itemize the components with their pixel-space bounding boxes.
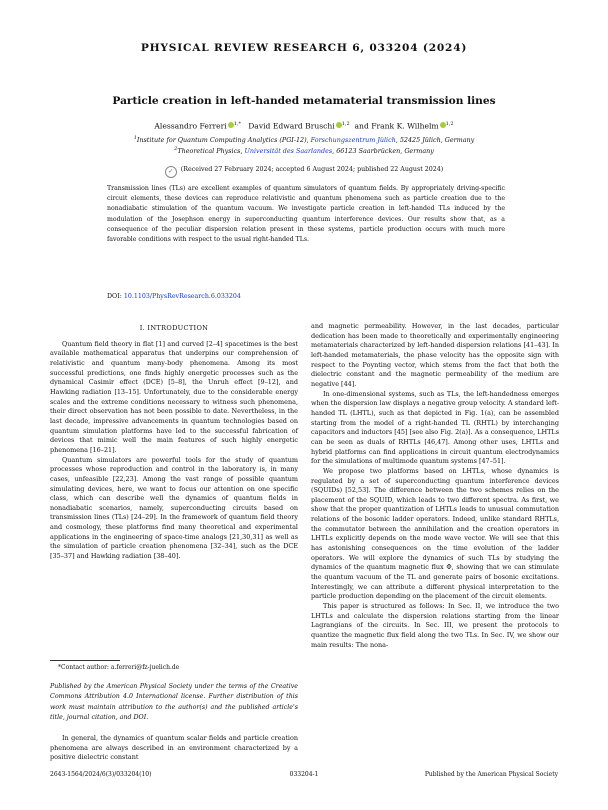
affiliation-text: Theoretical Physics, — [177, 147, 245, 156]
affiliation-text: , 66123 Saarbrücken, Germany — [332, 147, 434, 156]
author-marks: 1,* — [233, 121, 241, 127]
check-for-updates-icon[interactable]: ✓ — [165, 166, 177, 178]
footer-issn: 2643-1564/2024/6(3)/033204(10) — [50, 771, 152, 778]
section-heading: I. INTRODUCTION — [139, 324, 209, 332]
right-column — [311, 322, 559, 650]
author-marks: 1,2 — [341, 121, 350, 127]
footnote-divider — [50, 660, 120, 661]
affiliation-link[interactable]: Universität des Saarlandes — [244, 147, 333, 156]
affiliation-mark: 1 — [133, 135, 137, 141]
paragraph: In one-dimensional systems, such as TLs, the left-handedness emerges when the dispersion law displays a negative group velocity. A standard left-handed TL (LHTL), such as that depicted in Fig. 1(a), can be assembled starting from the model of a right-handed TL (RHTL) by interchanging capacitors and inductors [45] [see also Fig. 2(a)]. As a consequence, LHTLs can be seen as duals of RHTLs [46,47]. Among other uses, LHTLs and hybrid platforms can find applications in circuit quantum electrodynamics for the simulations of multimode quantum systems [47–51]. — [311, 389, 559, 466]
author-name[interactable]: Frank K. Wilhelm — [371, 121, 439, 131]
paragraph: We propose two platforms based on LHTLs, whose dynamics is regulated by a set of superconducting quantum interference devices (SQUIDs) [52,53]. The difference between the two schemes relies on the placement of the SQUID, which leads to two different spectra. As first, we show that the proper quantization of LHTLs leads to unusual commutation relations of the bosonic ladder operators. Indeed, unlike standard RHTLs, the commutator between the annihilation and the creation operators in LHTLs explicitly depends on the mode wave vector. We will see that this has astonishing consequences on the time evolution of the ladder operators. We will explore the dynamics of such TLs by studying the dynamics of the quantum magnetic flux Φ, showing that we can stimulate the quantum vacuum of the TL and generate pairs of bosonic excitations. Interestingly, we can attribute a different physical interpretation to the particle production depending on the placement of the circuit elements. — [311, 466, 559, 601]
received-text: (Received 27 February 2024; accepted 6 August 2024; published 22 August 2024) — [180, 166, 444, 173]
left-column-continued — [50, 734, 298, 763]
paragraph: This paper is structured as follows: In Sec. II, we introduce the two LHTLs and calculate the dispersion relations starting from the linear Lagrangians of the circuits. In Sec. III, we present the protocols to quantize the magnetic flux field along the two TLs. In Sec. IV, we show our main results: The nona- — [311, 602, 559, 649]
left-column — [50, 320, 298, 562]
paragraph: Quantum simulators are powerful tools for the study of quantum processes whose reproduction and control in the laboratory is, in many cases, unfeasible [22,23]. Among the vast range of possible quantum simulating devices, here, we want to focus our attention on one specific class, which can describe well the dynamics of quantum fields in nonadiabatic scenarios, namely, superconducting circuits based on transmission lines (TLs) [24–29]. In the framework of quantum field theory and cosmology, these platforms find many theoretical and experimental applications in the engineering of space-time analogs [21,30,31] as well as the simulation of particle creation phenomena [32–34], such as the DCE [35–37] and Hawking radiation [38–40]. — [50, 455, 298, 561]
affiliation-text: , 52425 Jülich, Germany — [395, 136, 475, 145]
affiliation-1 — [0, 135, 608, 144]
author-name[interactable]: David Edward Bruschi — [248, 121, 335, 131]
author-name[interactable]: Alessandro Ferreri — [154, 121, 227, 131]
received-dates — [0, 166, 608, 178]
doi-line — [107, 293, 241, 300]
paragraph: In general, the dynamics of quantum scalar fields and particle creation phenomena are always described in an environment characterized by a positive dielectric constant — [50, 734, 298, 762]
paper-title: Particle creation in left-handed metamaterial transmission lines — [112, 95, 496, 107]
doi-link[interactable]: 10.1103/PhysRevResearch.6.033204 — [123, 293, 241, 300]
doi-label: DOI: — [107, 293, 122, 300]
paragraph: Quantum field theory in flat [1] and curved [2–4] spacetimes is the best available mathematical apparatus that underpins our comprehension of relativistic and quantum many-body phenomena. Among its most successful predictions, one finds highly energetic processes such as the dynamical Casimir effect (DCE) [5–8], the Unruh effect [9–12], and Hawking radiation [13–15]. Unfortunately, due to the considerable energy scales and the extreme conditions necessary to witness such phenomena, their direct observation has not been possible to date. Nevertheless, in the last decade, impressive advancements in quantum technologies based on quantum simulation platforms have led to the successful fabrication of devices that mimic well the main features of such highly energetic phenomena [16–21]. — [50, 339, 298, 454]
affiliation-2 — [0, 146, 608, 155]
license-notice: Published by the American Physical Society under the terms of the Creative Commons Attribution 4.0 International license. Further distribution of this work must maintain attribution to the author(s) and the published article's title, journal citation, and DOI. — [50, 683, 298, 721]
affiliation-link[interactable]: Forschungszentrum Jülich — [310, 136, 396, 145]
abstract: Transmission lines (TLs) are excellent examples of quantum simulators of quantum fields. By appropriately driving-specific circuit elements, these devices can reproduce relativistic and quantum phenomena such as particle creation due to the nonadiabatic stimulation of the quantum vacuum. We investigate particle creation in left-handed TLs induced by the modulation of the Josephson energy in superconducting quantum interference devices. Our results show that, as a consequence of the peculiar dispersion relation present in these systems, particle production occurs with much more favorable conditions with respect to the usual right-handed TLs. — [107, 185, 505, 244]
footer-page-number: 033204-1 — [289, 771, 319, 778]
journal-header: PHYSICAL REVIEW RESEARCH 6, 033204 (2024) — [140, 42, 468, 54]
footnote: *Contact author: a.ferreri@fz-juelich.de — [58, 664, 180, 671]
affiliation-mark: 2 — [174, 146, 178, 152]
author-marks: 1,2 — [445, 121, 454, 127]
footer-publisher: Published by the American Physical Society — [424, 771, 558, 778]
affiliation-text: Institute for Quantum Computing Analytics (PGI-12), — [136, 136, 311, 145]
author-list: Alessandro Ferreri $^{1,*}$ David Edward Bruschi $^{1,2}$ and Frank K. Wilhelm $^{1,2}$ — [154, 121, 454, 131]
paragraph: and magnetic permeability. However, in the last decades, particular dedication has been made to theoretically and experimentally engineering metamaterials characterized by left-handed dispersion relations [41–43]. In left-handed metamaterials, the phase velocity has the opposite sign with respect to the Poynting vector, which stems from the fact that both the dielectric constant and the magnetic permeability of the medium are negative [44]. — [311, 322, 559, 388]
